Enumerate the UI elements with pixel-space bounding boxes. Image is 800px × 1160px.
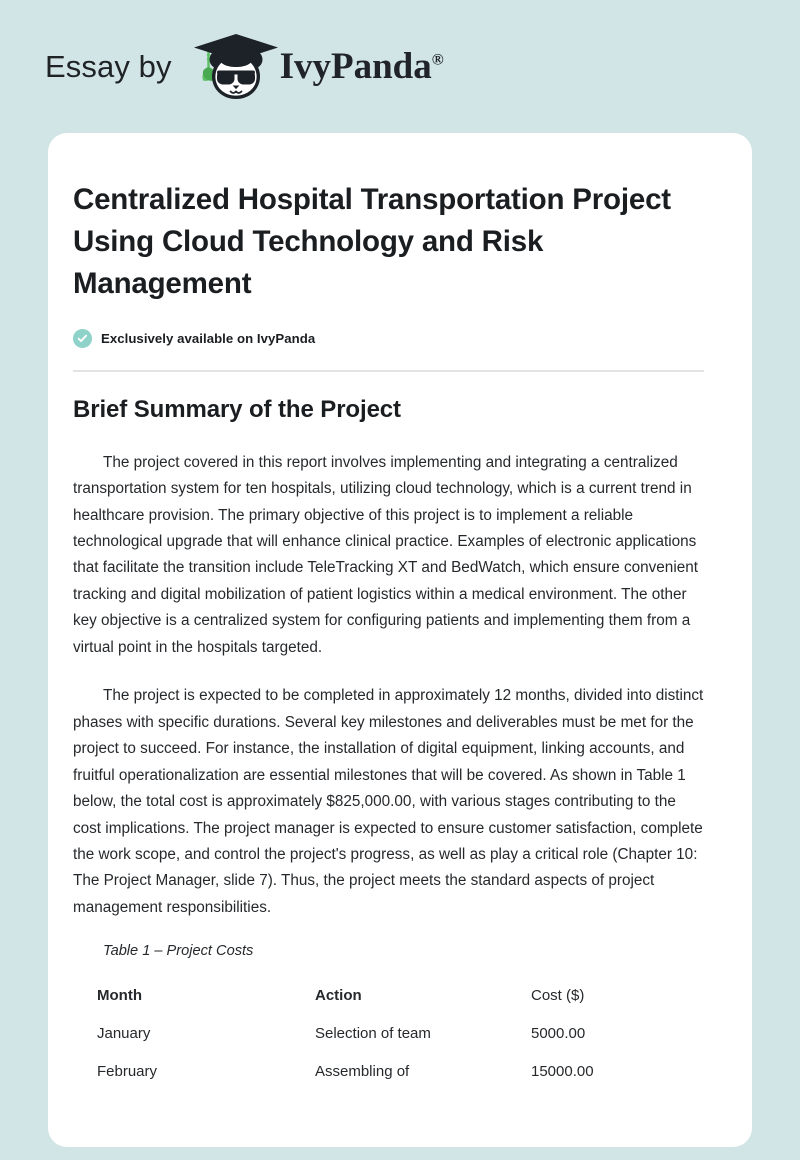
- body-paragraph: The project covered in this report involves implementing and integrating a centralized transportation system for ten hospitals, utilizing cloud technology, which is a current trend in healthcare provision. The primary objective of this project is to implement a reliable technological upgrade that will enhance clinical practice. Examples of electronic applications that facilitate the transition include TeleTracking XT and BedWatch, which ensure convenient tracking and digital mobilization of patient logistics within a medical environment. The other key objective is a centralized system for configuring patients and implementing them from a virtual point in the hospitals targeted.: [73, 453, 698, 656]
- panda-graduation-cap-icon: [186, 32, 282, 102]
- exclusive-availability-label: Exclusively available on IvyPanda: [101, 330, 316, 346]
- table-row: [85, 1015, 716, 1053]
- ivypanda-logo[interactable]: [186, 32, 444, 102]
- table-caption: Table 1 – Project Costs: [103, 943, 254, 960]
- section-heading: Brief Summary of the Project: [73, 395, 401, 423]
- table-row: [85, 1053, 716, 1091]
- cell-month: February: [97, 1063, 158, 1081]
- project-costs-table: [85, 977, 716, 1091]
- header-divider: [73, 370, 704, 372]
- check-circle-icon: [73, 329, 92, 348]
- essay-card: [48, 133, 752, 1147]
- site-header: [0, 0, 800, 133]
- brand-name-text: IvyPanda: [279, 46, 432, 87]
- body-paragraph: The project is expected to be completed in approximately 12 months, divided into distinct phases with specific durations. Several key milestones and deliverables must be met for the project to succeed. For instance, the installation of digital equipment, linking accounts, and fruitful operationalization are essential milestones that will be covered. As shown in Table 1 below, the total cost is approximately $825,000.00, with various stages contributing to the cost implications. The project manager is expected to ensure customer satisfaction, complete the work scope, and control the project's progress, as well as play a critical role (Chapter 10: The Project Manager, slide 7). Thus, the project meets the standard aspects of project management responsibilities.: [73, 687, 704, 916]
- column-header-month: Month: [97, 987, 142, 1005]
- brand-wordmark: [280, 48, 444, 85]
- page-title: Centralized Hospital Transportation Project Using Cloud Technology and Risk Management: [73, 183, 671, 300]
- cell-cost: 15000.00: [531, 1063, 594, 1081]
- column-header-cost: Cost ($): [531, 987, 585, 1005]
- exclusive-availability-badge: [73, 329, 704, 348]
- registered-trademark-symbol: ®: [431, 51, 444, 69]
- cell-action: Selection of team: [315, 1025, 431, 1043]
- cell-action: Assembling of: [315, 1063, 410, 1081]
- cell-month: January: [97, 1025, 151, 1043]
- cell-cost: 5000.00: [531, 1025, 586, 1043]
- column-header-action: Action: [315, 987, 362, 1005]
- essay-by-label: Essay by: [45, 49, 172, 84]
- table-header-row: [85, 977, 716, 1015]
